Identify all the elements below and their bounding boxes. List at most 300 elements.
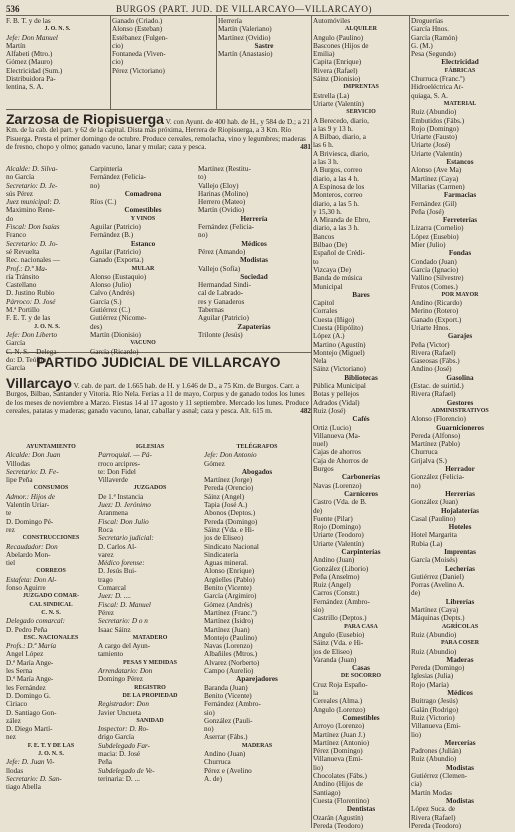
entry-line: A Espinosa de los: [313, 182, 365, 191]
entry-line: cia): [411, 780, 422, 789]
entry-line: Martín: [6, 41, 26, 50]
entry-line: F. B. T. y de las: [6, 17, 51, 25]
entry-line: A cargo del Ayun-: [98, 642, 151, 651]
entry-line: Alcalde: D. Silva-: [6, 165, 58, 173]
entry-line: des): [90, 322, 102, 331]
entry-line: CONSUMOS: [33, 485, 69, 492]
entry-line: Ozarán (Agustín): [313, 813, 364, 822]
entry-line: A Bilbao, diario, a: [313, 133, 366, 142]
entry-line: las 6 h.: [313, 141, 334, 150]
entry-line: Garajes: [447, 332, 473, 341]
entry-line: Municipal: [313, 282, 343, 291]
entry-line: Varanda (Juan): [313, 655, 357, 664]
entry-line: lio): [313, 763, 323, 772]
entry-line: les Serna: [6, 667, 33, 676]
entry-line: Porras (Avelino A.: [411, 581, 465, 590]
villarcayo-businesses-c: [411, 17, 509, 828]
entry-line: Máquinas (Depts.): [411, 614, 465, 623]
entry-line: Peña: [98, 758, 112, 767]
entry-line: Ríos (C.): [90, 198, 117, 207]
entry-line: Sáinz (Vda. e Hi-: [313, 639, 364, 648]
entry-line: Arrendatario: Don: [98, 667, 153, 676]
entry-line: Andino (José): [411, 365, 452, 374]
entry-line: Estébanez (Fulgen-: [112, 33, 168, 42]
entry-line: López (A.): [313, 332, 345, 341]
entry-line: Chocolates (Fábs.): [313, 772, 367, 781]
entry-line: Parroquial. — Pá-: [98, 451, 152, 460]
entry-line: Cruz Roja Españo-: [313, 680, 368, 689]
entry-line: Vallejo (Sofía): [198, 264, 241, 273]
entry-line: Carbonerías: [341, 473, 381, 482]
entry-line: Aguilar (Patricio): [90, 223, 141, 232]
entry-line: Prof.: D.ª Ma-: [6, 264, 48, 273]
entry-line: Trilonte (Jesús): [198, 330, 243, 339]
entry-line: VACUNO: [130, 340, 156, 347]
entry-line: Herrero (Mateo): [198, 198, 246, 207]
entry-line: Médico forense:: [98, 559, 145, 568]
entry-line: Herrería: [218, 17, 242, 25]
entry-line: Ciriaco: [6, 700, 28, 709]
entry-line: Vizcaya (De): [313, 265, 352, 274]
entry-line: Alonso (Julio): [90, 281, 132, 290]
entry-line: tamiento: [98, 650, 124, 659]
entry-line: Tapia (José A.): [204, 501, 248, 510]
entry-line: a las 9 y 13 h.: [313, 124, 353, 133]
entry-line: Aguas mineral.: [204, 559, 248, 568]
entry-line: fonso Aguirre: [6, 584, 46, 593]
entry-line: Jefe: D. Juan Vi-: [6, 758, 55, 767]
entry-line: Automóviles: [313, 17, 351, 25]
entry-line: D. Santiago Gon-: [6, 708, 57, 717]
entry-line: Domingo Pérez: [98, 675, 143, 684]
entry-line: Harinas (Molino): [198, 189, 249, 198]
entry-line: MULAR: [131, 265, 155, 272]
entry-line: Dentistas: [346, 805, 376, 814]
entry-line: Montejo (Miguel): [313, 348, 365, 357]
entry-line: JUZGADOS: [133, 485, 167, 492]
entry-line: Estanco: [130, 239, 156, 248]
entry-line: Emilia): [313, 50, 335, 59]
entry-line: García: [6, 364, 26, 373]
entry-line: Frutos (Comes.): [411, 282, 458, 291]
entry-line: TELÉGRAFOS: [236, 444, 278, 450]
entry-line: Gestores: [446, 398, 474, 407]
entry-line: sio): [204, 708, 215, 717]
entry-line: Fontaneda (Viven-: [112, 50, 166, 59]
entry-line: Fuente (Pilar): [313, 514, 353, 523]
entry-line: Benito (Vicente): [204, 584, 252, 593]
entry-line: Peña (Anselmo): [313, 572, 360, 581]
entry-line: Uriarte (Valentín): [411, 149, 462, 158]
entry-line: D. Jesús Bui-: [98, 567, 137, 576]
entry-line: Merino (Rotero): [411, 307, 459, 316]
entry-line: (Estac. de suirtid.): [411, 382, 464, 391]
entry-line: Estafeta: Don Al-: [6, 575, 57, 584]
entry-line: CAL SINDICAL: [29, 601, 73, 608]
entry-line: sio): [313, 606, 324, 615]
entry-line: Lizarra (Cornelio): [411, 224, 464, 233]
entry-line: Fernández (B.): [90, 231, 134, 240]
entry-line: nez: [6, 733, 16, 742]
entry-line: rroco arcipres-: [98, 459, 141, 468]
entry-line: CONSTRUCCIONES: [22, 535, 80, 542]
entry-line: Martínez (Isidro): [204, 617, 254, 626]
entry-line: Pesa (Segundo): [411, 50, 456, 59]
villarcayo-services: [98, 443, 202, 828]
entry-line: Gómez (Andrés): [204, 600, 253, 609]
entry-line: les Fernández: [6, 683, 46, 692]
entry-line: trago: [98, 575, 113, 584]
entry-line: Comadrona: [124, 189, 162, 198]
column-rule: [409, 16, 410, 828]
entry-line: Martín (Dionisio): [90, 330, 141, 339]
entry-line: jos de Eliseo): [313, 647, 353, 656]
entry-line: Condado (Juan): [411, 257, 457, 266]
entry-line: no): [198, 231, 208, 240]
entry-line: Casas: [352, 664, 370, 673]
entry-line: Aguilar (Patricio): [90, 247, 141, 256]
entry-line: D. Domingo Pé-: [6, 517, 54, 526]
entry-line: Médicos: [241, 239, 267, 248]
prev-town-col3: [218, 17, 310, 109]
entry-line: diario, a las 4 h.: [313, 174, 359, 183]
entry-line: Churruca: [204, 758, 231, 767]
entry-line: Carros (Constr.): [313, 589, 360, 598]
header-rule: [6, 15, 509, 16]
entry-line: González (Pauli-: [204, 716, 253, 725]
entry-line: Comestibles: [124, 206, 162, 215]
entry-line: C. N. S.—Delega-: [6, 347, 59, 356]
entry-line: Cajas de ahorros: [313, 448, 361, 457]
entry-line: Sáinz (Vda. e Hi-: [204, 525, 255, 534]
entry-line: Droguerías: [411, 17, 443, 25]
entry-line: Albañiles (Mtros.): [204, 650, 258, 659]
entry-line: Burgos: [313, 465, 334, 474]
entry-line: Hidroeléctrica Ar-: [411, 83, 464, 92]
entry-line: F. E. T. y de las: [6, 314, 51, 323]
entry-line: Navas (Lorenzo): [204, 642, 253, 651]
entry-line: Secretario judicial:: [98, 534, 154, 543]
entry-line: Ruiz (Victorio): [411, 713, 455, 722]
entry-line: Padrones (Julián): [411, 747, 462, 756]
entry-line: ADMINISTRATIVOS: [431, 407, 489, 414]
entry-line: Profs.: D.ª María: [6, 642, 57, 651]
partido-heading-block: [6, 355, 311, 373]
entry-line: MADERAS: [241, 742, 273, 749]
entry-line: macia: D. José: [98, 749, 141, 758]
entry-line: CORREOS: [36, 568, 66, 575]
entry-line: Jefe: Don Liberto: [6, 330, 58, 339]
entry-line: Banda de música: [313, 274, 363, 283]
entry-line: Distribuidora Pa-: [6, 75, 56, 84]
entry-line: te: Don Fidel: [98, 467, 136, 476]
entry-line: ría Tránsito: [6, 272, 39, 281]
entry-line: Abonos (Deptos.): [204, 509, 256, 518]
entry-line: Hermandad Sindi-: [198, 281, 251, 290]
entry-line: A Miranda de Ebro,: [313, 216, 371, 225]
entry-line: cio): [112, 58, 124, 67]
entry-line: Abogados: [241, 467, 273, 476]
villarcayo-businesses-b: [313, 17, 409, 828]
entry-line: Ruiz (Abundio): [411, 755, 457, 764]
entry-line: Alfabeti (Mtro.): [6, 50, 53, 59]
entry-line: IMPRENTAS: [343, 84, 379, 91]
entry-line: Carniceros: [344, 489, 378, 498]
entry-line: Cereales (Alma.): [313, 697, 363, 706]
entry-line: Capitol: [313, 299, 335, 308]
entry-line: Pública Municipal: [313, 382, 366, 391]
entry-line: A Burgos, correo: [313, 166, 363, 175]
column-rule: [110, 16, 111, 109]
entry-line: diario, a las 5 h.: [313, 199, 359, 208]
entry-line: zález: [6, 716, 21, 725]
entry-line: Ruiz (Abundio): [411, 108, 457, 117]
entry-line: Fernández (Felicia-: [90, 173, 147, 182]
entry-line: Comestibles: [342, 713, 380, 722]
entry-line: Villarias (Carmen): [411, 182, 465, 191]
entry-line: Jefe: Don Manuel: [6, 33, 58, 42]
entry-line: Roca: [98, 525, 113, 534]
zarzosa-intro: [6, 112, 311, 164]
entry-line: ALQUILER: [344, 26, 377, 33]
entry-line: Navas (Lorenzo): [313, 481, 362, 490]
entry-line: García (S.): [90, 297, 122, 306]
entry-line: Sindicatería: [204, 550, 239, 559]
entry-line: Franco: [6, 231, 26, 240]
entry-line: Ortiz (Lucio): [313, 423, 352, 432]
entry-line: Pereda (Domingo): [411, 664, 465, 673]
entry-line: de): [411, 589, 421, 598]
prev-town-col2: [112, 17, 215, 109]
town-ref: 482: [300, 406, 311, 415]
entry-line: D.ª María Ange-: [6, 658, 54, 667]
entry-line: Sáinz (Dionisio): [313, 75, 361, 84]
entry-line: Villaverde: [98, 476, 128, 485]
entry-line: Rojo (Domingo): [313, 523, 361, 532]
entry-line: Español de Crédi-: [313, 249, 365, 258]
entry-line: Andino (Juan): [204, 749, 246, 758]
entry-line: Capita (Enrique): [313, 58, 362, 67]
entry-line: Abelardo Mon-: [6, 550, 51, 559]
entry-line: Botas y pellejos: [313, 390, 359, 399]
entry-line: Sociedad: [240, 272, 268, 281]
entry-line: Argüelles (Pablo): [204, 575, 255, 584]
entry-line: Pereda (Alfonso): [411, 431, 461, 440]
entry-line: Andino (Ricardo): [411, 299, 462, 308]
entry-line: Fernández (Gil): [411, 199, 457, 208]
entry-line: Martín (Anastasio): [218, 50, 273, 59]
entry-line: Grijalva (S.): [411, 456, 447, 465]
entry-line: Estancos: [446, 158, 474, 167]
page-title: BURGOS (PART. JUD. DE VILLARCAYO—VILLARCAYO): [116, 4, 373, 14]
entry-line: Martínez (Caya): [411, 606, 459, 615]
entry-line: Bilbao (De): [313, 241, 348, 250]
entry-line: Martínez (Antonio): [313, 738, 370, 747]
entry-line: Secretario: D. Fe-: [6, 467, 59, 476]
entry-line: Rivera (Rafael): [411, 813, 456, 822]
entry-line: no): [90, 181, 100, 190]
entry-line: no): [204, 725, 214, 734]
entry-line: López (Eusebio): [411, 232, 459, 241]
entry-line: Pérez: [98, 608, 114, 617]
entry-line: Delegado comarcal:: [6, 617, 66, 626]
entry-line: Rubia (La): [411, 539, 443, 548]
entry-line: Bibliotecas: [344, 373, 378, 382]
entry-line: Pérez (Domingo): [313, 747, 363, 756]
entry-line: D. Justino Rubio: [6, 289, 55, 298]
entry-line: Andino (Juan): [313, 556, 355, 565]
entry-line: nuel): [313, 440, 328, 449]
entry-line: Gutiérrez (Daniel): [411, 572, 464, 581]
entry-line: Monteros, correo: [313, 191, 363, 200]
entry-line: Secretario: D. Je-: [6, 181, 58, 190]
entry-line: Aranmena: [98, 509, 128, 518]
entry-line: IGLESIAS: [135, 444, 165, 450]
town-description: V. con Ayunt. de 400 hab. de H., y 584 de D.; a 21 Km. de la cab. del part. y 62 de la capital. Dista más próxima, Herrera de Riopisuerga, a 3 Km. Río Pisuerga. Presta el primer domingo de octubre. Produce cereales, remolacha, vino y legumbres; maderas de fresno, chopo y olmo; ganado vacuno, lanar y mular; caza y pesca.: [6, 118, 310, 151]
entry-line: Mercerías: [444, 738, 476, 747]
entry-line: Guarnicioneros: [436, 423, 484, 432]
entry-line: PESAS Y MEDIDAS: [123, 659, 177, 666]
entry-line: Uriarte (Teodoro): [313, 531, 364, 540]
entry-line: Gutiérrez (C.): [90, 306, 131, 315]
entry-line: García (Ramón): [411, 33, 458, 42]
entry-line: Martínez (Juan J.): [313, 730, 366, 739]
entry-line: Bascones (Hijos de: [313, 41, 369, 50]
entry-line: Alonso (Esteban): [112, 25, 163, 34]
prev-town-col1: [6, 17, 109, 109]
entry-line: Sindicato Nacional: [204, 542, 259, 551]
villarcayo-businesses-a: [204, 443, 310, 828]
section-rule: [6, 109, 311, 110]
entry-line: González (Felicia-: [411, 473, 465, 482]
entry-line: Ruiz (Abundio): [411, 630, 457, 639]
entry-line: tiel: [6, 559, 16, 568]
entry-line: Vallejo (Eloy): [198, 181, 239, 190]
entry-line: Pereda (Teodoro): [411, 821, 461, 830]
entry-line: Rojo (Domingo): [411, 124, 459, 133]
entry-line: Adrados (Vidal): [313, 398, 360, 407]
entry-line: D. Carlos Al-: [98, 542, 137, 551]
entry-line: DE LA PROPIEDAD: [122, 692, 178, 699]
entry-line: Embutidos (Fábs.): [411, 116, 465, 125]
entry-line: Martínez (Jorge): [204, 476, 252, 485]
entry-line: Ruiz (Abundio): [411, 647, 457, 656]
entry-line: Secretario: D o n: [98, 617, 148, 626]
entry-line: Pérez e (Avelino: [204, 766, 252, 775]
entry-line: Uriarte (José): [411, 141, 451, 150]
column-rule: [216, 16, 217, 109]
entry-line: Pereda (Teodoro): [313, 821, 363, 830]
entry-line: Herrador: [445, 465, 475, 474]
entry-line: Sáinz (Victoriano): [313, 365, 366, 374]
entry-line: lio): [411, 730, 421, 739]
entry-line: Maderas: [446, 655, 474, 664]
entry-line: Vallino (Silvestre): [411, 274, 464, 283]
zarzosa-businesses-b: [198, 165, 310, 351]
entry-line: Modistas: [446, 796, 474, 805]
entry-line: quiaga, S. A.: [411, 91, 448, 100]
entry-line: te: [6, 509, 12, 518]
entry-line: de): [313, 506, 323, 515]
entry-line: Rivera (Rafael): [411, 390, 456, 399]
entry-line: REGISTRO: [134, 684, 166, 691]
entry-line: to): [198, 173, 206, 182]
entry-line: drigo García: [98, 733, 135, 742]
villarcayo-authorities: [6, 443, 96, 828]
entry-line: Alcalde: Don Juan: [6, 451, 61, 460]
entry-line: PARA COSER: [440, 640, 480, 647]
entry-line: sús Pérez: [6, 189, 33, 198]
entry-line: Angel López: [6, 650, 44, 659]
entry-line: Alonso (Eustaquio): [90, 272, 147, 281]
entry-line: Subdelegado Far-: [98, 741, 150, 750]
entry-line: Alonso (Florencio): [411, 415, 466, 424]
entry-line: SERVICIO: [346, 109, 376, 116]
entry-line: y 15,30 h.: [313, 207, 342, 216]
entry-line: Casal (Paulino): [411, 514, 456, 523]
entry-line: lentina, S. A.: [6, 83, 44, 92]
entry-line: diario, a las 3 h.: [313, 224, 359, 233]
entry-line: Modistas: [240, 256, 268, 265]
entry-line: Alonso (Enrique): [204, 567, 255, 576]
entry-line: Martínez (Juan): [204, 625, 250, 634]
entry-line: G. (M.): [411, 41, 433, 50]
entry-line: Juez: D. ....: [98, 592, 131, 601]
entry-line: Rec. nacionales —: [6, 256, 61, 265]
entry-line: Fiscal: D. Manuel: [98, 600, 151, 609]
entry-line: Admor.: Hijos de: [6, 492, 55, 501]
entry-line: D. Domingo G.: [6, 691, 51, 700]
entry-line: Villodas: [6, 459, 30, 468]
entry-line: Gómez (Mauro): [6, 58, 53, 67]
entry-line: Imprentas: [444, 548, 476, 556]
entry-line: Pereda (Domingo): [204, 517, 258, 526]
entry-line: Juez: D. Jerónimo: [98, 501, 151, 510]
villarcayo-intro: [6, 376, 311, 442]
entry-line: Peña (Victor): [411, 340, 450, 349]
entry-line: ESC. NACIONALES: [23, 634, 79, 641]
entry-line: Pereda (Orencio): [204, 484, 254, 493]
entry-line: Gaseosas (Fábs.): [411, 357, 460, 366]
entry-line: A. de): [204, 774, 222, 783]
entry-line: no): [411, 481, 421, 490]
entry-line: F. E. T. Y DE LAS: [27, 742, 75, 749]
entry-line: do: [6, 214, 14, 223]
entry-line: llodas: [6, 766, 24, 775]
town-name: Zarzosa de Riopisuerga: [6, 111, 164, 127]
entry-line: González (Liborio): [313, 564, 369, 573]
entry-line: Inspector: D. Ro-: [98, 725, 149, 734]
entry-line: Iglesias (Julia): [411, 672, 454, 681]
entry-line: varez: [98, 550, 114, 559]
entry-line: Tabernas: [198, 306, 224, 315]
page-number: 536: [6, 4, 20, 14]
entry-line: D.ª María Ange-: [6, 675, 54, 684]
entry-line: JUZGADO COMAR-: [22, 593, 80, 600]
entry-line: Hojalaterías: [441, 506, 479, 515]
entry-line: Electricidad (Sum.): [6, 66, 63, 75]
entry-line: a las 3 h.: [313, 158, 339, 167]
entry-line: Corrales: [313, 307, 338, 316]
entry-line: Martín (Valeriano): [218, 25, 272, 34]
entry-line: Villanueva (Ma-: [313, 431, 361, 440]
entry-line: Ruiz (Angel): [313, 581, 351, 590]
partido-heading: PARTIDO JUDICIAL DE VILLARCAYO: [36, 355, 281, 370]
entry-line: Médicos: [447, 689, 473, 698]
entry-line: Herrerías: [445, 489, 475, 498]
entry-line: DE SOCORRO: [340, 673, 382, 680]
entry-line: Fiscal: Don Julio: [98, 517, 149, 526]
